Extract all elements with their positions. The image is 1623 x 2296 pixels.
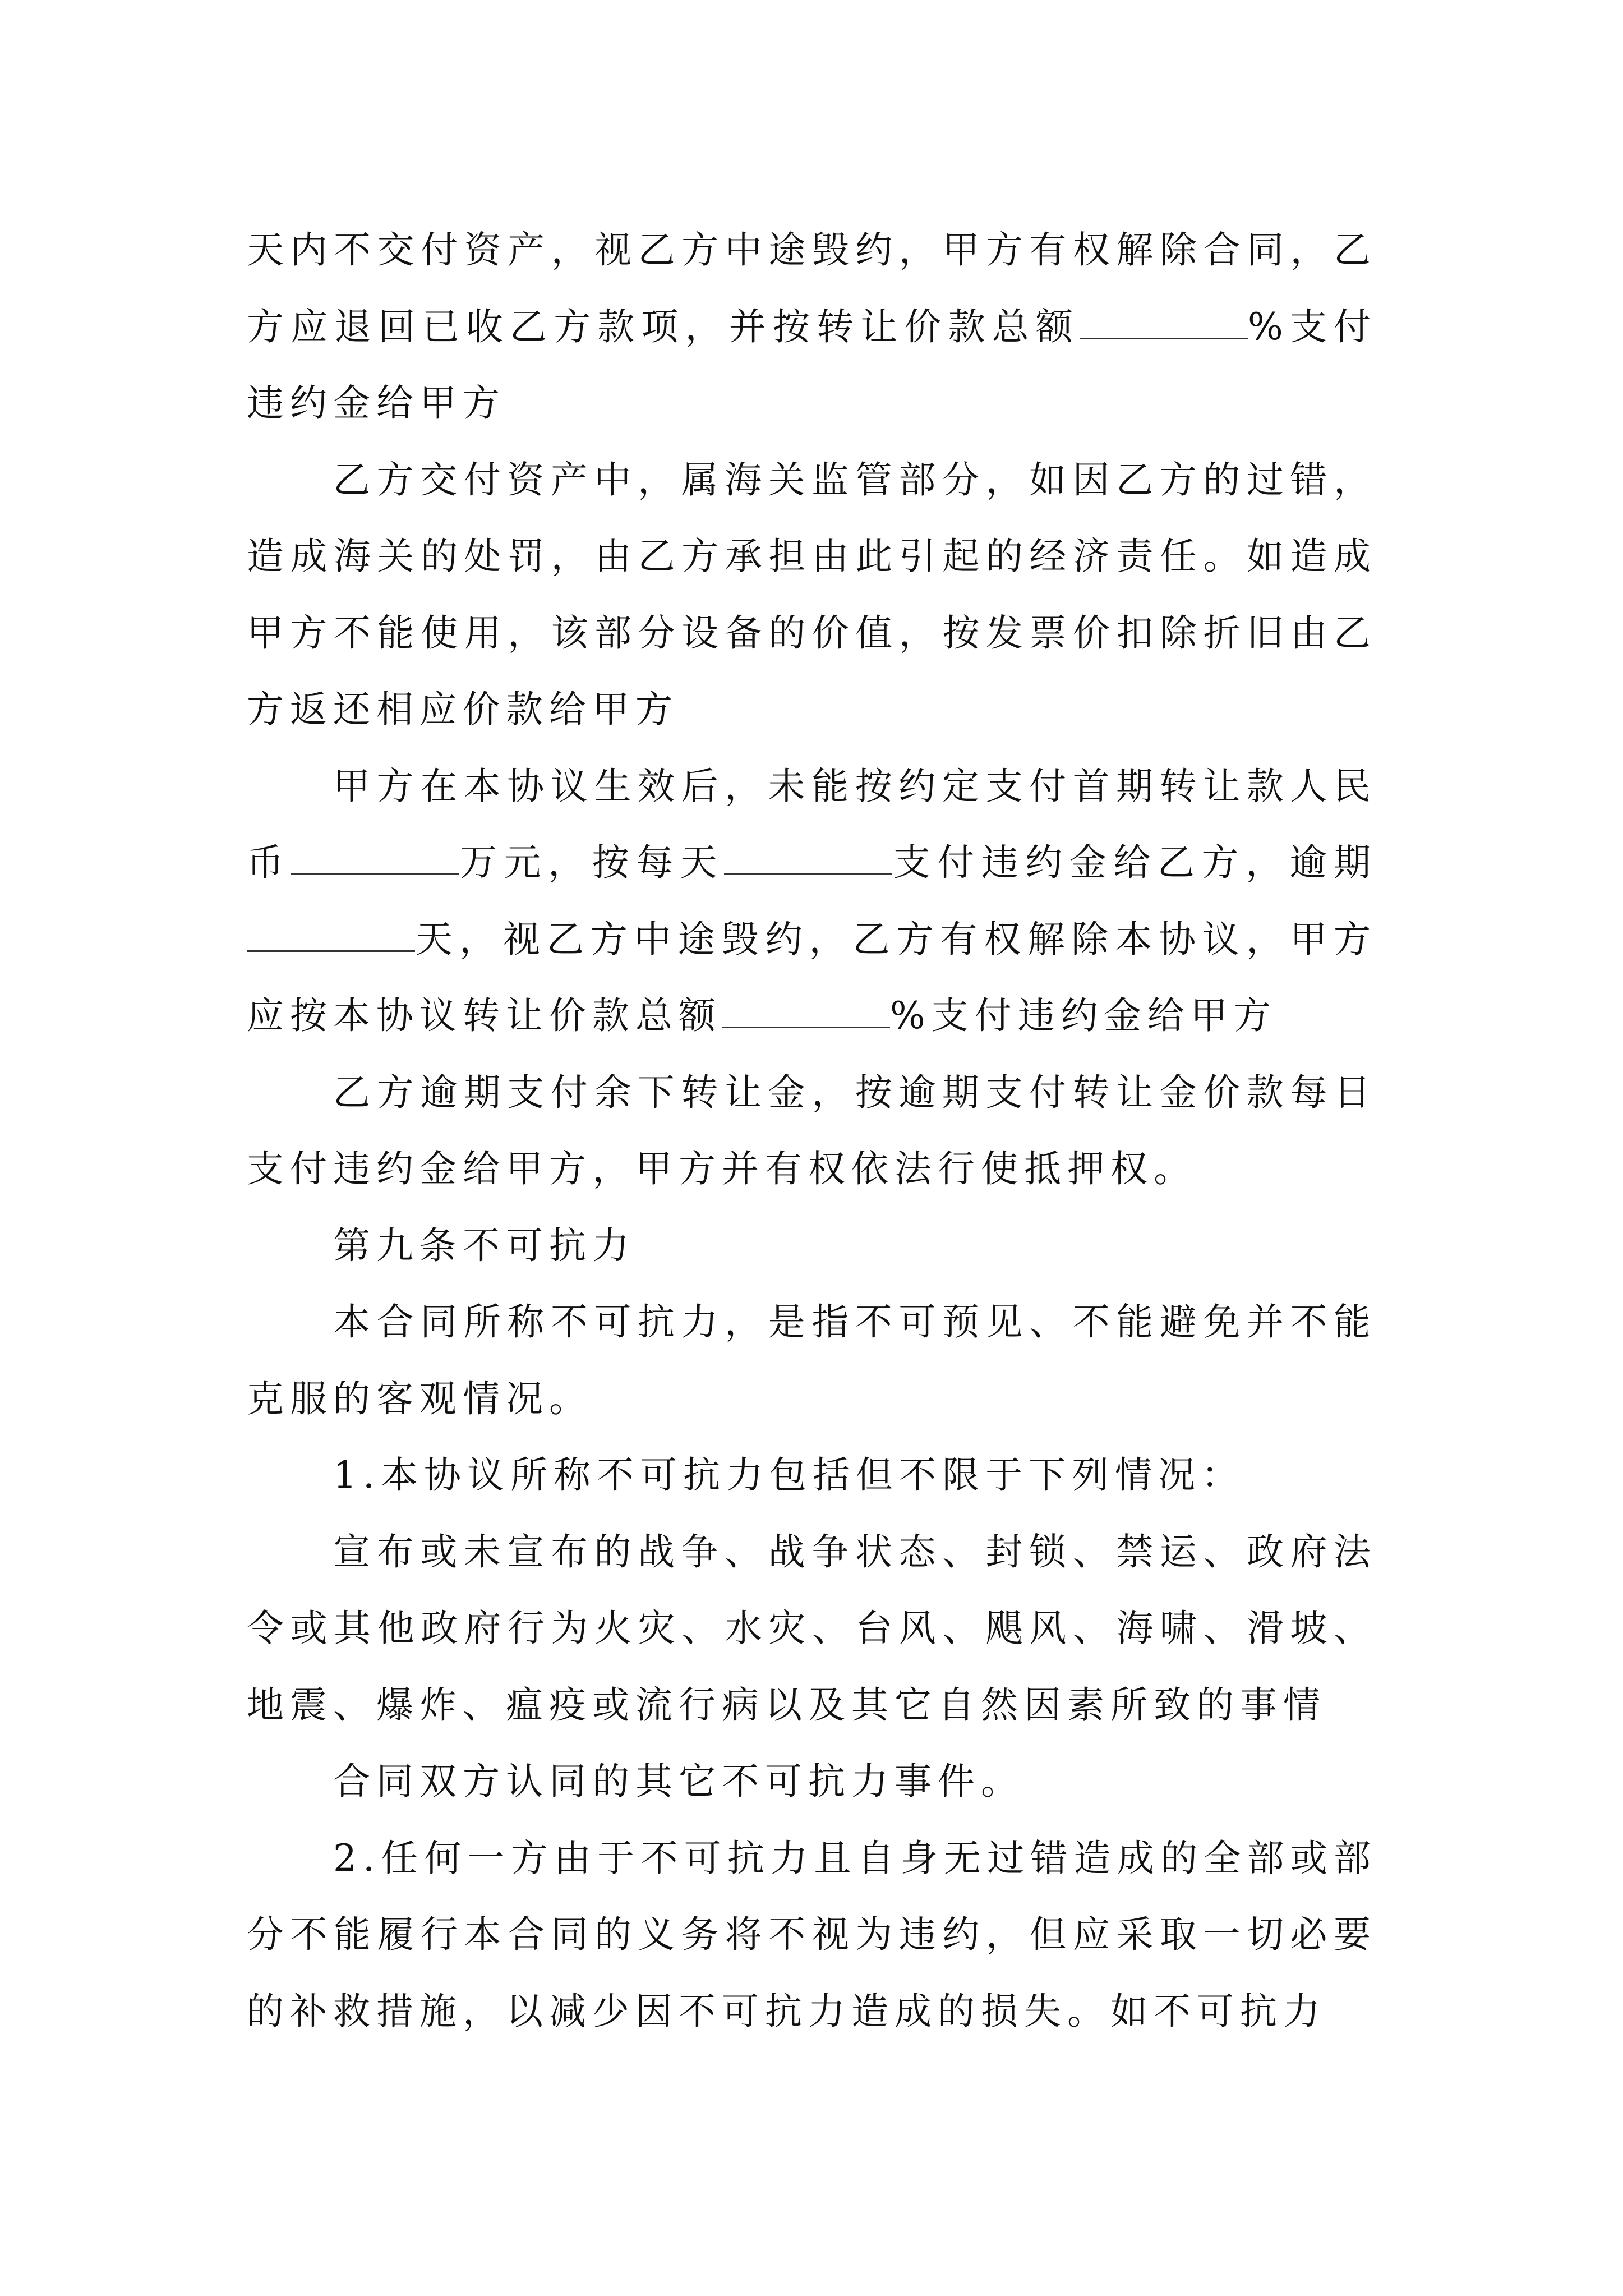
paragraph-text: 甲方在本协议生效后，未能按约定支付首期转让款人民币 xyxy=(247,764,1377,884)
blank-field xyxy=(247,913,415,952)
paragraph-text: %支付违约金给甲方 xyxy=(247,305,1377,425)
document-body xyxy=(247,212,1377,2050)
blank-field xyxy=(722,990,890,1028)
paragraph-other-events: 合同双方认同的其它不可抗力事件。 xyxy=(333,1760,1024,1803)
paragraph-text: 天内不交付资产，视乙方中途毁约，甲方有权解除合同，乙方应退回已收乙方款项，并按转让价款总额 xyxy=(247,228,1377,348)
paragraph-item-1: 1.本协议所称不可抗力包括但不限于下列情况： xyxy=(333,1453,1244,1497)
blank-field xyxy=(1080,301,1248,339)
paragraph-events-list: 宣布或未宣布的战争、战争状态、封锁、禁运、政府法令或其他政府行为火灾、水灾、台风、飓风、海啸、滑坡、地震、爆炸、瘟疫或流行病以及其它自然因素所致的事情 xyxy=(247,1530,1377,1727)
paragraph-text: 支付违约金给乙方，逾期 xyxy=(892,841,1377,884)
section-heading-force-majeure: 第九条不可抗力 xyxy=(333,1223,635,1267)
paragraph-definition: 本合同所称不可抗力，是指不可预见、不能避免并不能克服的客观情况。 xyxy=(247,1300,1377,1420)
paragraph-text: %支付违约金给甲方 xyxy=(890,994,1277,1037)
paragraph-first-payment xyxy=(247,748,1377,1055)
paragraph-item-2: 2.任何一方由于不可抗力且自身无过错造成的全部或部分不能履行本合同的义务将不视为违约，但应采取一切必要的补救措施，以减少因不可抗力造成的损失。如不可抗力 xyxy=(247,1836,1377,2033)
paragraph-text: 天，视乙方中途毁约，乙方有权解除本协议，甲方应按本协议转让价款总额 xyxy=(247,917,1377,1037)
blank-field xyxy=(291,836,459,875)
paragraph-text: 万元，按每天 xyxy=(459,841,725,884)
blank-field xyxy=(724,836,892,875)
paragraph-customs: 乙方交付资产中，属海关监管部分，如因乙方的过错，造成海关的处罚，由乙方承担由此引起的经济责任。如造成甲方不能使用，该部分设备的价值，按发票价扣除折旧由乙方返还相应价款给甲方 xyxy=(247,458,1377,731)
paragraph-late-payment: 乙方逾期支付余下转让金，按逾期支付转让金价款每日支付违约金给甲方，甲方并有权依法行使抵押权。 xyxy=(247,1070,1377,1190)
paragraph-breach-delivery xyxy=(247,212,1377,442)
